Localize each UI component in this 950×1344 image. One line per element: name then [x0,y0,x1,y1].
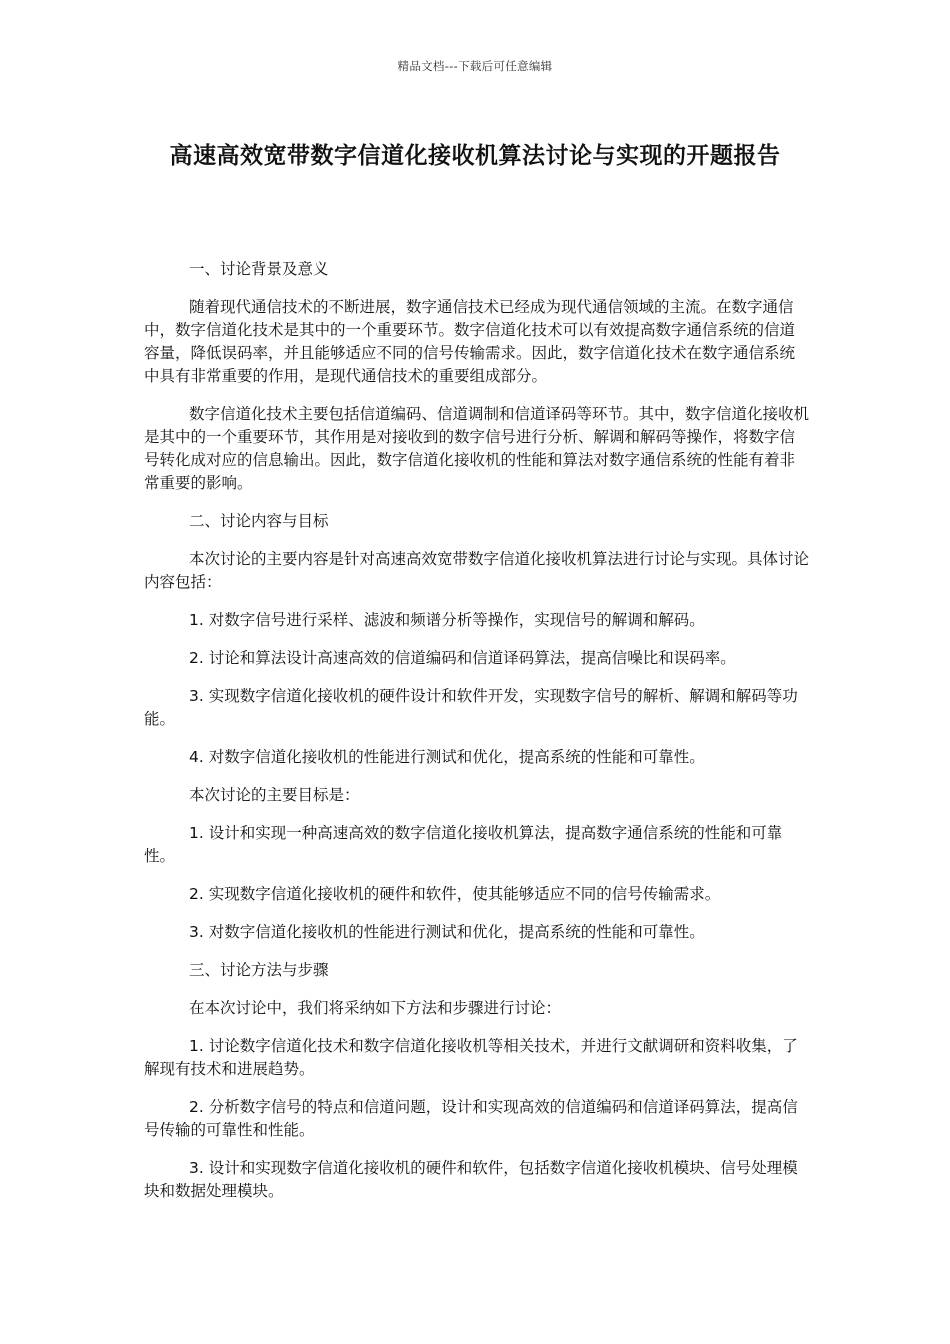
document-body [144,258,810,1218]
document-title: 高速高效宽带数字信道化接收机算法讨论与实现的开题报告 [169,143,781,169]
list-item: 3. 实现数字信道化接收机的硬件设计和软件开发，实现数字信号的解析、解调和解码等功能。 [144,687,798,728]
section-heading-methods: 三、讨论方法与步骤 [189,961,329,979]
list-item: 2. 分析数字信号的特点和信道问题，设计和实现高效的信道编码和信道译码算法，提高信号传输的可靠性和性能。 [144,1098,798,1139]
list-item: 4. 对数字信道化接收机的性能进行测试和优化，提高系统的性能和可靠性。 [189,748,705,766]
list-item: 2. 讨论和算法设计高速高效的信道编码和信道译码算法，提高信噪比和误码率。 [189,649,736,667]
paragraph: 随着现代通信技术的不断进展，数字通信技术已经成为现代通信领域的主流。在数字通信中，数字信道化技术是其中的一个重要环节。数字信道化技术可以有效提高数字通信系统的信道容量，降低误码率，并且能够适应不同的信号传输需求。因此，数字信道化技术在数字通信系统中具有非常重要的作用，是现代通信技术的重要组成部分。 [144,298,796,385]
section-heading-background: 一、讨论背景及意义 [189,260,329,278]
header-note: 精品文档---下载后可任意编辑 [397,59,553,73]
list-item: 2. 实现数字信道化接收机的硬件和软件，使其能够适应不同的信号传输需求。 [189,885,721,903]
section-heading-content-goals: 二、讨论内容与目标 [189,512,329,530]
paragraph: 数字信道化技术主要包括信道编码、信道调制和信道译码等环节。其中，数字信道化接收机是其中的一个重要环节，其作用是对接收到的数字信号进行分析、解调和解码等操作，将数字信号转化成对应的信息输出。因此，数字信道化接收机的性能和算法对数字通信系统的性能有着非常重要的影响。 [144,405,810,492]
paragraph: 本次讨论的主要目标是： [189,786,360,804]
list-item: 1. 讨论数字信道化技术和数字信道化接收机等相关技术，并进行文献调研和资料收集，了解现有技术和进展趋势。 [144,1037,798,1078]
list-item: 3. 设计和实现数字信道化接收机的硬件和软件，包括数字信道化接收机模块、信号处理模块和数据处理模块。 [144,1159,798,1200]
paragraph: 本次讨论的主要内容是针对高速高效宽带数字信道化接收机算法进行讨论与实现。具体讨论内容包括： [144,550,810,591]
list-item: 1. 对数字信号进行采样、滤波和频谱分析等操作，实现信号的解调和解码。 [189,611,705,629]
list-item: 1. 设计和实现一种高速高效的数字信道化接收机算法，提高数字通信系统的性能和可靠性。 [144,824,783,865]
list-item: 3. 对数字信道化接收机的性能进行测试和优化，提高系统的性能和可靠性。 [189,923,705,941]
paragraph: 在本次讨论中，我们将采纳如下方法和步骤进行讨论： [189,999,562,1017]
